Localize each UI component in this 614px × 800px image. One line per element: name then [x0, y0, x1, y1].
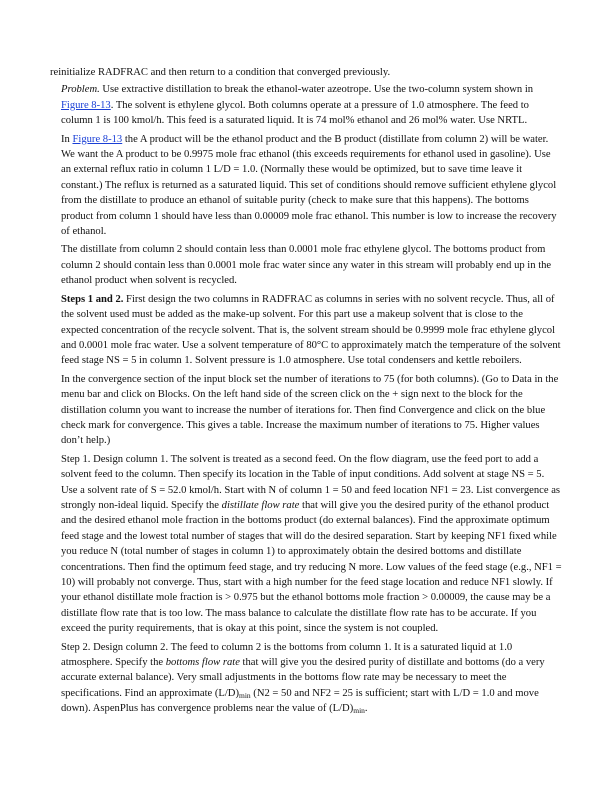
step-1-emphasis: distillate flow rate	[221, 499, 300, 511]
step-2-paragraph	[61, 640, 562, 717]
steps-1-2-paragraph	[61, 292, 562, 369]
figure-paragraph-lead: In	[61, 133, 73, 145]
figure-8-13-link[interactable]: Figure 8-13	[72, 133, 123, 145]
figure-paragraph	[61, 132, 562, 240]
problem-text-1: Use extractive distillation to break the ethanol-water azeotrope. Use the two-column system shown in	[99, 84, 534, 96]
step-2-subscript-1: min	[238, 690, 251, 700]
steps-1-2-label: Steps 1 and 2.	[61, 293, 124, 305]
distillate-paragraph: The distillate from column 2 should contain less than 0.0001 mole frac ethylene glycol. The bottoms product from column 2 should contain less than 0.0001 mole frac water since any water in this stream will probably end up in the ethanol product when solvent is recycled.	[61, 244, 552, 287]
step-2-text-3: (N2 = 50 and NF2 = 25 is sufficient; start with L/D = 1.0 and move down). AspenPlus has convergence problems near the value of (L/D)	[61, 687, 539, 715]
problem-label: Problem.	[61, 84, 100, 96]
problem-text-2: . The solvent is ethylene glycol. Both columns operate at a pressure of 1.0 atmosphere. The feed to column 1 is 100 kmol/h. This feed is a saturated liquid. It is 74 mol% ethanol and 26 mol% water. Use NRTL.	[61, 99, 529, 127]
step-1-paragraph	[61, 452, 562, 637]
steps-1-2-text: First design the two columns in RADFRAC as columns in series with no solvent recycle. Thus, all of the solvent used must be added as the make-up solvent. For this part use a makeup solvent that is close to the expected concentration of the recycle solvent. That is, the solvent stream should be 0.9999 mole frac ethylene glycol and 0.0001 mole frac water. Use a solvent temperature of 80°C to approximately match the temperature of the solvent feed stage NS = 5 in column 1. Solvent pressure is 1.0 atmosphere. Use total condensers and kettle reboilers.	[61, 293, 561, 367]
step-1-text-2: that will give you the desired purity of the ethanol product and the desired ethanol mole fraction in the bottoms product (do external balances). Find the approximate optimum feed stage and the lowest total number of stages that will do the desired separation. Start by keeping NF1 fixed while you reduce N (total number of stages in column 1) to approximately obtain the desired bottoms and distillate concentrations. Then find the optimum feed stage, and try reducing N more. Low values of the feed stage (e.g., NF1 = 10) will probably not converge. Thus, start with a high number for the feed stage location and reduce NF1 slowly. If your ethanol distillate mole fraction is > 0.975 but the ethanol bottoms mole fraction > 0.00009, the cause may be a distillate flow rate that is too low. The mass balance to calculate the distillate flow rate has to be accurate. If you exceed the purity requirements, that is okay at this point, since the system is not coupled.	[61, 499, 562, 635]
figure-8-13-link[interactable]: Figure 8-13	[61, 99, 111, 111]
problem-paragraph	[61, 82, 562, 128]
step-2-emphasis: bottoms flow rate	[165, 657, 240, 669]
step-2-subscript-2: min	[353, 706, 365, 716]
step-2-text-4: .	[364, 703, 368, 715]
step-1-text-1: Step 1. Design column 1. The solvent is treated as a second feed. On the flow diagram, use the feed port to add a solvent feed to the column. Then specify its location in the Table of input conditions. Add solvent at stage NS = 5. Use a solvent rate of S = 52.0 kmol/h. Start with N of column 1 = 50 and feed location NF1 = 23. List convergence as strongly non-ideal liquid. Specify the	[61, 453, 561, 511]
step-2-text-2: that will give you the desired purity of distillate and bottoms (do a very accurate external balance). Very small adjustments in the bottoms flow rate may be necessary to meet the specifications. Find an approximate (L/D)	[61, 657, 545, 699]
step-2-text-1: Step 2. Design column 2. The feed to column 2 is the bottoms from column 1. It is a saturated liquid at 1.0 atmosphere. Specify the	[61, 641, 513, 669]
figure-paragraph-text: the A product will be the ethanol product and the B product (distillate from column 2) will be water. We want the A product to be 0.9975 mole frac ethanol (this exceeds requirements for ethanol used in gasoline). Use an external reflux ratio in column 1 L/D = 1.0. (Normally these would be optimized, but to save time leave it constant.) The reflux is returned as a saturated liquid. This set of conditions should remove sufficient ethylene glycol from the distillate to produce an ethanol of suitable purity (check to make sure that this happens). The bottoms product from column 1 should have less than 0.00009 mole frac ethanol. This number is low to increase the recovery of ethanol.	[61, 133, 557, 238]
convergence-paragraph: In the convergence section of the input block set the number of iterations to 75 (for both columns). (Go to Data in the menu bar and click on Blocks. On the left hand side of the screen click on the + sign next to the block for the distillation column you want to increase the number of iterations for. Then find Convergence and click on the blue check mark for convergence. This gives a table. Increase the maximum number of iterations to 75. Higher values don’t help.)	[61, 373, 559, 447]
intro-line: reinitialize RADFRAC and then return to a condition that converged previously.	[50, 67, 391, 78]
